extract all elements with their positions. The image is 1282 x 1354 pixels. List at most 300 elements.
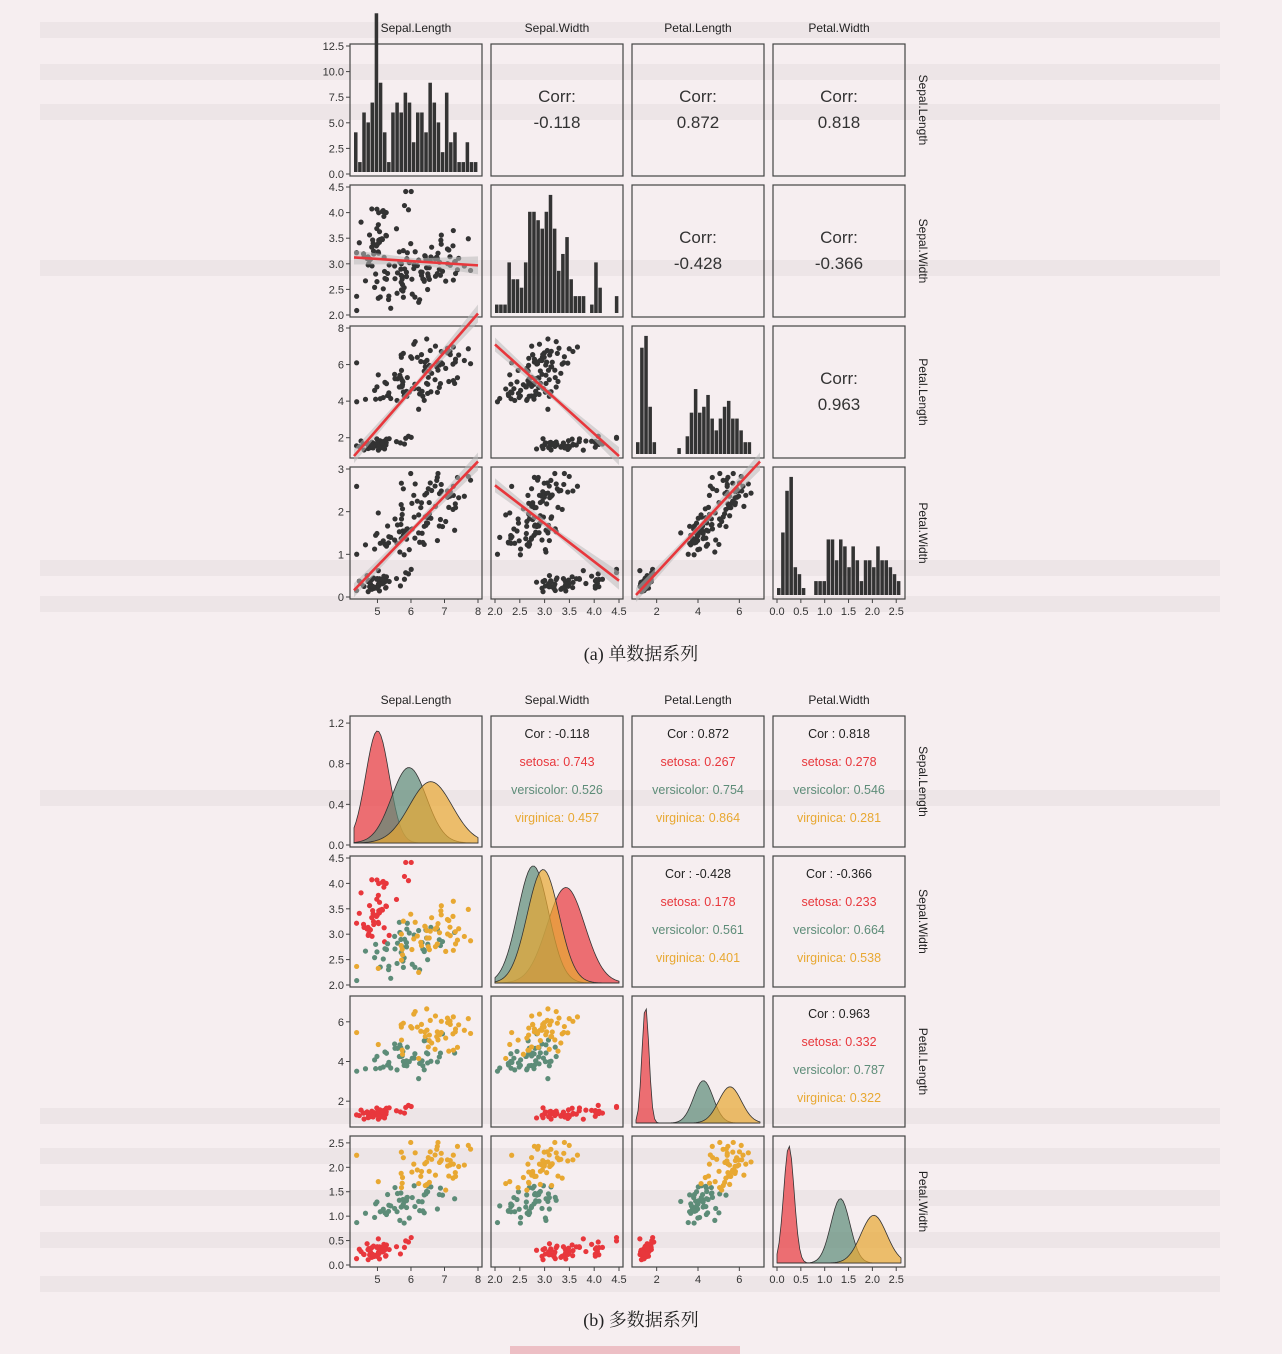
fig-a-point bbox=[354, 399, 359, 404]
fig-b-point-virginica bbox=[713, 1179, 718, 1184]
fig-a-point bbox=[440, 524, 445, 529]
fig-b-point-versicolor bbox=[518, 1063, 523, 1068]
fig-b-row-label: Petal.Length bbox=[916, 1027, 930, 1096]
fig-b-point-setosa bbox=[593, 1251, 598, 1256]
fig-b-point-setosa bbox=[403, 1238, 408, 1243]
fig-a-hist-bar-Sepal.Length bbox=[362, 112, 366, 172]
fig-a-point bbox=[354, 360, 359, 365]
fig-b-point-versicolor bbox=[372, 1057, 377, 1062]
fig-b-point-versicolor bbox=[394, 1209, 399, 1214]
fig-b-point-setosa bbox=[570, 1253, 575, 1258]
fig-b-point-virginica bbox=[424, 1028, 429, 1033]
fig-b-col-label: Sepal.Length bbox=[380, 693, 452, 707]
fig-a-point bbox=[425, 287, 430, 292]
fig-a-point bbox=[453, 271, 458, 276]
fig-a-point bbox=[399, 287, 404, 292]
fig-b-point-setosa bbox=[553, 1256, 558, 1261]
fig-b-point-setosa bbox=[547, 1109, 552, 1114]
fig-a-point bbox=[388, 306, 393, 311]
fig-a-point bbox=[542, 481, 547, 486]
fig-b-point-versicolor bbox=[392, 1185, 397, 1190]
fig-a-point bbox=[561, 482, 566, 487]
fig-a-point bbox=[731, 471, 736, 476]
fig-b-point-versicolor bbox=[412, 1051, 417, 1056]
fig-b-corr-line: versicolor: 0.526 bbox=[511, 783, 603, 797]
fig-a-point bbox=[426, 274, 431, 279]
fig-b-point-setosa bbox=[403, 1105, 408, 1110]
fig-a-point bbox=[527, 540, 532, 545]
fig-b-point-setosa bbox=[552, 1251, 557, 1256]
fig-a-hist-bar-Sepal.Width bbox=[536, 220, 540, 313]
fig-a-point bbox=[547, 483, 552, 488]
fig-a-point bbox=[440, 269, 445, 274]
fig-b-point-virginica bbox=[537, 1162, 542, 1167]
fig-a-panel-r1c2 bbox=[632, 185, 764, 317]
fig-b-corr-line: Cor : 0.963 bbox=[808, 1007, 870, 1021]
fig-a-point bbox=[380, 209, 385, 214]
fig-b-point-virginica bbox=[516, 1037, 521, 1042]
fig-a-hist-bar-Sepal.Length bbox=[457, 162, 461, 172]
fig-b-point-virginica bbox=[526, 1180, 531, 1185]
fig-b-point-virginica bbox=[399, 932, 404, 937]
fig-a-point bbox=[712, 549, 717, 554]
fig-a-point bbox=[418, 269, 423, 274]
fig-b-corr-line: virginica: 0.457 bbox=[514, 811, 600, 825]
fig-b-point-setosa bbox=[409, 1235, 414, 1240]
fig-a-corr-1-2 bbox=[674, 228, 722, 273]
fig-b-point-virginica bbox=[429, 915, 434, 920]
fig-b-point-setosa bbox=[358, 890, 363, 895]
fig-a-corr-label: Corr: bbox=[820, 228, 858, 247]
fig-a-y-tick-label: 8 bbox=[337, 323, 344, 335]
fig-a-point bbox=[698, 512, 703, 517]
fig-a-hist-bar-Sepal.Length bbox=[470, 162, 474, 172]
fig-a-hist-bar-Petal.Width bbox=[835, 560, 839, 595]
fig-a-point bbox=[369, 206, 374, 211]
fig-a-point bbox=[402, 577, 407, 582]
fig-b-point-virginica bbox=[400, 1181, 405, 1186]
fig-b-y-tick-label: 6 bbox=[337, 1016, 344, 1029]
fig-a-hist-bar-Sepal.Width bbox=[590, 305, 594, 313]
fig-a-point bbox=[543, 583, 548, 588]
fig-a-x-tick-label: 2 bbox=[653, 606, 660, 618]
fig-b-point-virginica bbox=[426, 1044, 431, 1049]
fig-b-point-virginica bbox=[354, 1030, 359, 1035]
fig-a-point bbox=[401, 295, 406, 300]
fig-b-point-virginica bbox=[555, 1049, 560, 1054]
fig-b-point-setosa bbox=[563, 1250, 568, 1255]
fig-a-point bbox=[529, 486, 534, 491]
fig-b-corr-line: virginica: 0.322 bbox=[796, 1091, 882, 1105]
fig-b-point-virginica bbox=[529, 1155, 534, 1160]
fig-b-point-setosa bbox=[600, 1110, 605, 1115]
fig-b-point-virginica bbox=[544, 1029, 549, 1034]
fig-b-point-setosa bbox=[383, 903, 388, 908]
fig-a-hist-bar-Sepal.Width bbox=[574, 296, 578, 313]
fig-b-row-label: Sepal.Length bbox=[916, 746, 930, 817]
fig-b-x-tick-label: 5 bbox=[374, 1274, 381, 1286]
fig-a-point bbox=[367, 232, 372, 237]
fig-a-point bbox=[382, 276, 387, 281]
fig-a-point bbox=[686, 552, 691, 557]
fig-b-point-versicolor bbox=[712, 1218, 717, 1223]
figure-a-pairs-plot bbox=[300, 10, 940, 630]
fig-b-point-setosa bbox=[594, 1245, 599, 1250]
fig-b-point-virginica bbox=[732, 1164, 737, 1169]
fig-a-hist-bar-Petal.Length bbox=[743, 442, 747, 454]
fig-b-corr-line: virginica: 0.538 bbox=[796, 951, 882, 965]
fig-b-point-virginica bbox=[532, 1144, 537, 1149]
fig-a-point bbox=[385, 271, 390, 276]
fig-b-point-versicolor bbox=[407, 930, 412, 935]
fig-b-point-virginica bbox=[540, 1022, 545, 1027]
fig-a-hist-bar-Sepal.Length bbox=[408, 103, 412, 172]
fig-b-point-virginica bbox=[550, 1029, 555, 1034]
fig-a-point bbox=[354, 552, 359, 557]
fig-b-point-setosa bbox=[398, 1109, 403, 1114]
fig-a-hist-bar-Petal.Width bbox=[860, 581, 864, 595]
fig-b-point-setosa bbox=[376, 1236, 381, 1241]
fig-b-x-tick-label: 4.0 bbox=[586, 1274, 602, 1286]
fig-a-x-tick-label: 0.0 bbox=[769, 606, 785, 618]
fig-b-point-versicolor bbox=[678, 1199, 683, 1204]
fig-a-point bbox=[563, 582, 568, 587]
fig-b-point-versicolor bbox=[373, 1066, 378, 1071]
fig-a-hist-bar-Petal.Width bbox=[880, 560, 884, 595]
fig-b-point-setosa bbox=[650, 1235, 655, 1240]
fig-a-point bbox=[406, 207, 411, 212]
fig-b-point-setosa bbox=[369, 877, 374, 882]
fig-a-point bbox=[710, 526, 715, 531]
fig-b-point-setosa bbox=[570, 1242, 575, 1247]
fig-a-y-tick-label: 4 bbox=[337, 396, 344, 409]
fig-b-point-versicolor bbox=[378, 1066, 383, 1071]
fig-b-point-virginica bbox=[432, 1152, 437, 1157]
fig-a-point bbox=[388, 396, 393, 401]
fig-a-point bbox=[383, 585, 388, 590]
fig-b-point-versicolor bbox=[395, 1191, 400, 1196]
fig-a-point bbox=[354, 308, 359, 313]
fig-a-point bbox=[565, 489, 570, 494]
fig-a-hist-bar-Petal.Length bbox=[748, 442, 752, 454]
fig-b-point-setosa bbox=[589, 1242, 594, 1247]
fig-b-point-virginica bbox=[416, 1181, 421, 1186]
fig-b-point-virginica bbox=[570, 1157, 575, 1162]
fig-b-point-virginica bbox=[509, 1030, 514, 1035]
fig-a-hist-bar-Sepal.Length bbox=[424, 132, 428, 172]
fig-b-point-virginica bbox=[562, 1024, 567, 1029]
fig-a-hist-bar-Petal.Length bbox=[723, 407, 727, 454]
fig-b-point-virginica bbox=[354, 964, 359, 969]
fig-a-x-tick-label: 8 bbox=[474, 606, 482, 618]
fig-b-y-tick-label: 2 bbox=[337, 1096, 344, 1109]
fig-a-point bbox=[533, 359, 538, 364]
fig-a-hist-bar-Petal.Length bbox=[731, 419, 735, 454]
fig-a-point bbox=[534, 446, 539, 451]
fig-b-point-virginica bbox=[426, 944, 431, 949]
fig-b-point-virginica bbox=[730, 1150, 735, 1155]
fig-a-point bbox=[456, 352, 461, 357]
fig-b-x-tick-label: 6 bbox=[736, 1274, 743, 1286]
fig-b-point-virginica bbox=[399, 943, 404, 948]
fig-a-y-tick-label: 2.5 bbox=[328, 284, 344, 297]
fig-a-hist-bar-Petal.Length bbox=[690, 413, 694, 454]
fig-a-point bbox=[743, 493, 748, 498]
fig-a-point bbox=[374, 226, 379, 231]
fig-b-point-setosa bbox=[380, 1109, 385, 1114]
fig-b-point-virginica bbox=[445, 1163, 450, 1168]
fig-a-hist-bar-Sepal.Width bbox=[524, 262, 528, 313]
fig-b-point-virginica bbox=[575, 1014, 580, 1019]
fig-b-point-virginica bbox=[443, 949, 448, 954]
fig-a-point bbox=[552, 441, 557, 446]
fig-b-point-virginica bbox=[456, 1164, 461, 1169]
fig-b-point-versicolor bbox=[511, 1195, 516, 1200]
fig-a-point bbox=[400, 382, 405, 387]
fig-b-point-versicolor bbox=[710, 1195, 715, 1200]
fig-a-point bbox=[357, 240, 362, 245]
fig-b-point-virginica bbox=[548, 1034, 553, 1039]
fig-b-x-tick-label: 2.5 bbox=[888, 1274, 904, 1286]
fig-a-point bbox=[403, 436, 408, 441]
fig-b-point-virginica bbox=[727, 1182, 732, 1187]
fig-a-point bbox=[374, 531, 379, 536]
fig-b-point-virginica bbox=[409, 1169, 414, 1174]
fig-a-point bbox=[432, 483, 437, 488]
fig-b-point-versicolor bbox=[412, 965, 417, 970]
fig-a-point bbox=[397, 373, 402, 378]
fig-a-point bbox=[401, 486, 406, 491]
fig-b-point-versicolor bbox=[691, 1220, 696, 1225]
fig-a-point bbox=[403, 189, 408, 194]
fig-a-point bbox=[558, 371, 563, 376]
fig-a-corr-1-3 bbox=[815, 228, 863, 273]
fig-b-point-virginica bbox=[554, 1150, 559, 1155]
fig-b-point-versicolor bbox=[394, 1067, 399, 1072]
fig-b-col-label: Petal.Length bbox=[664, 693, 732, 707]
fig-a-hist-bar-Sepal.Length bbox=[391, 112, 395, 172]
fig-b-point-virginica bbox=[524, 1035, 529, 1040]
fig-a-point bbox=[725, 482, 730, 487]
fig-a-corr-value: -0.428 bbox=[673, 254, 723, 273]
fig-a-point bbox=[451, 277, 456, 282]
fig-b-point-virginica bbox=[400, 1052, 405, 1057]
fig-a-hist-bar-Petal.Width bbox=[851, 546, 855, 595]
fig-b-point-versicolor bbox=[386, 1060, 391, 1065]
fig-b-point-setosa bbox=[354, 1112, 359, 1117]
fig-b-col-label: Petal.Width bbox=[808, 693, 870, 707]
fig-b-point-virginica bbox=[707, 1162, 712, 1167]
fig-b-point-versicolor bbox=[543, 1059, 548, 1064]
fig-a-y-tick-label: 0 bbox=[337, 592, 344, 604]
fig-a-point bbox=[411, 493, 416, 498]
fig-b-point-virginica bbox=[466, 1016, 471, 1021]
fig-a-point bbox=[561, 576, 566, 581]
fig-b-point-setosa bbox=[637, 1236, 642, 1241]
fig-b-point-virginica bbox=[424, 928, 429, 933]
fig-a-point bbox=[438, 517, 443, 522]
fig-a-point bbox=[710, 475, 715, 480]
fig-b-point-versicolor bbox=[518, 1057, 523, 1062]
fig-a-row-label: Sepal.Width bbox=[916, 218, 930, 284]
fig-a-point bbox=[416, 407, 421, 412]
fig-a-hist-bar-Petal.Length bbox=[727, 401, 731, 454]
fig-b-point-versicolor bbox=[533, 1058, 538, 1063]
fig-b-point-versicolor bbox=[407, 1215, 412, 1220]
fig-b-point-virginica bbox=[558, 1040, 563, 1045]
fig-a-point bbox=[437, 385, 442, 390]
fig-a-point bbox=[376, 372, 381, 377]
fig-a-x-tick-label: 7 bbox=[441, 606, 448, 618]
fig-b-x-tick-label: 2.0 bbox=[864, 1274, 881, 1286]
fig-a-point bbox=[380, 577, 385, 582]
fig-b-point-setosa bbox=[600, 1245, 605, 1250]
fig-a-col-label: Petal.Width bbox=[808, 21, 870, 35]
fig-a-point bbox=[376, 296, 381, 301]
fig-b-point-virginica bbox=[739, 1143, 744, 1148]
fig-b-point-setosa bbox=[380, 1245, 385, 1250]
fig-a-point bbox=[552, 583, 557, 588]
fig-a-y-tick-label: 12.5 bbox=[322, 41, 344, 53]
fig-a-hist-bar-Petal.Length bbox=[640, 348, 644, 454]
fig-b-point-versicolor bbox=[524, 1192, 529, 1197]
fig-b-point-versicolor bbox=[397, 1198, 402, 1203]
fig-b-point-virginica bbox=[545, 1006, 550, 1011]
fig-a-point bbox=[376, 444, 381, 449]
fig-a-point bbox=[534, 580, 539, 585]
fig-b-corr-line: Cor : -0.366 bbox=[805, 867, 873, 881]
fig-b-point-virginica bbox=[567, 1016, 572, 1021]
fig-a-point bbox=[363, 397, 368, 402]
fig-a-point bbox=[418, 359, 423, 364]
fig-a-point bbox=[392, 376, 397, 381]
fig-b-corr-0-2 bbox=[652, 727, 744, 825]
fig-b-point-virginica bbox=[727, 1162, 732, 1167]
fig-a-hist-bar-Petal.Width bbox=[822, 581, 826, 595]
fig-b-point-virginica bbox=[743, 1162, 748, 1167]
fig-a-point bbox=[451, 378, 456, 383]
fig-a-point bbox=[553, 588, 558, 593]
fig-b-point-versicolor bbox=[527, 1063, 532, 1068]
fig-a-point bbox=[721, 478, 726, 483]
fig-a-point bbox=[547, 377, 552, 382]
fig-a-point bbox=[593, 445, 598, 450]
fig-a-hist-bar-Sepal.Length bbox=[366, 122, 370, 172]
fig-b-point-virginica bbox=[376, 1042, 381, 1047]
fig-a-hist-bar-Petal.Width bbox=[827, 539, 831, 595]
fig-b-point-versicolor bbox=[392, 946, 397, 951]
fig-b-point-virginica bbox=[423, 1034, 428, 1039]
fig-b-corr-line: Cor : -0.428 bbox=[664, 867, 732, 881]
fig-a-point bbox=[518, 393, 523, 398]
fig-a-point bbox=[556, 346, 561, 351]
fig-a-hist-bar-Sepal.Width bbox=[582, 296, 586, 313]
fig-a-point bbox=[439, 482, 444, 487]
fig-b-point-setosa bbox=[361, 1116, 366, 1121]
fig-b-point-virginica bbox=[503, 1056, 508, 1061]
fig-a-point bbox=[382, 380, 387, 385]
fig-a-point bbox=[581, 568, 586, 573]
fig-a-point bbox=[705, 542, 710, 547]
fig-b-row-label: Sepal.Width bbox=[916, 889, 930, 954]
fig-a-point bbox=[710, 486, 715, 491]
fig-a-hist-bar-Petal.Length bbox=[706, 395, 710, 454]
fig-b-point-setosa bbox=[361, 1111, 366, 1116]
fig-a-hist-bar-Sepal.Width bbox=[495, 305, 499, 313]
fig-b-point-virginica bbox=[434, 1034, 439, 1039]
fig-a-y-tick-label: 0.0 bbox=[328, 169, 344, 181]
fig-a-hist-bar-Petal.Length bbox=[719, 419, 723, 454]
fig-a-point bbox=[524, 519, 529, 524]
fig-a-point bbox=[405, 375, 410, 380]
fig-a-point bbox=[402, 203, 407, 208]
fig-a-point bbox=[727, 513, 732, 518]
fig-b-point-virginica bbox=[533, 1174, 538, 1179]
fig-a-hist-bar-Petal.Width bbox=[789, 477, 793, 595]
fig-b-point-virginica bbox=[438, 1158, 443, 1163]
fig-a-corr-label: Corr: bbox=[679, 228, 717, 247]
fig-a-point bbox=[503, 386, 508, 391]
fig-b-point-virginica bbox=[451, 1048, 456, 1053]
fig-b-point-setosa bbox=[640, 1250, 645, 1255]
fig-b-point-virginica bbox=[521, 1175, 526, 1180]
fig-b-point-virginica bbox=[725, 1151, 730, 1156]
fig-b-point-setosa bbox=[370, 1252, 375, 1257]
fig-a-hist-bar-Petal.Width bbox=[785, 491, 789, 595]
fig-a-point bbox=[428, 480, 433, 485]
fig-a-corr-value: 0.872 bbox=[676, 113, 720, 132]
fig-a-point bbox=[386, 390, 391, 395]
fig-b-corr-line: setosa: 0.267 bbox=[660, 755, 736, 769]
fig-a-point bbox=[540, 352, 545, 357]
fig-a-corr-2-3 bbox=[818, 369, 861, 414]
fig-b-point-virginica bbox=[401, 919, 406, 924]
fig-b-point-virginica bbox=[416, 1056, 421, 1061]
fig-b-point-setosa bbox=[367, 903, 372, 908]
fig-b-point-setosa bbox=[361, 922, 366, 927]
fig-a-point bbox=[376, 582, 381, 587]
fig-b-point-versicolor bbox=[388, 1203, 393, 1208]
fig-b-point-virginica bbox=[556, 1157, 561, 1162]
fig-b-point-virginica bbox=[439, 1151, 444, 1156]
fig-b-point-versicolor bbox=[716, 1210, 721, 1215]
fig-a-corr-0-1 bbox=[534, 87, 581, 132]
fig-a-hist-bar-Sepal.Length bbox=[445, 93, 449, 172]
fig-b-point-versicolor bbox=[689, 1203, 694, 1208]
fig-b-point-virginica bbox=[428, 1018, 433, 1023]
fig-a-point bbox=[556, 488, 561, 493]
fig-b-point-virginica bbox=[434, 925, 439, 930]
fig-b-point-versicolor bbox=[518, 1220, 523, 1225]
fig-a-point bbox=[373, 271, 378, 276]
fig-b-point-virginica bbox=[354, 1153, 359, 1158]
fig-a-point bbox=[527, 394, 532, 399]
fig-b-point-virginica bbox=[516, 1185, 521, 1190]
fig-a-y-tick-label: 7.5 bbox=[328, 92, 344, 105]
fig-a-point bbox=[533, 505, 538, 510]
fig-b-point-virginica bbox=[453, 941, 458, 946]
fig-a-point bbox=[508, 541, 513, 546]
fig-b-point-versicolor bbox=[545, 1076, 550, 1081]
fig-a-point bbox=[443, 519, 448, 524]
fig-a-y-tick-label: 2.0 bbox=[328, 310, 344, 322]
fig-b-corr-line: versicolor: 0.664 bbox=[793, 923, 885, 937]
fig-a-point bbox=[511, 386, 516, 391]
fig-b-point-versicolor bbox=[532, 1051, 537, 1056]
fig-b-point-virginica bbox=[399, 1037, 404, 1042]
fig-a-point bbox=[424, 381, 429, 386]
fig-b-point-virginica bbox=[408, 1024, 413, 1029]
